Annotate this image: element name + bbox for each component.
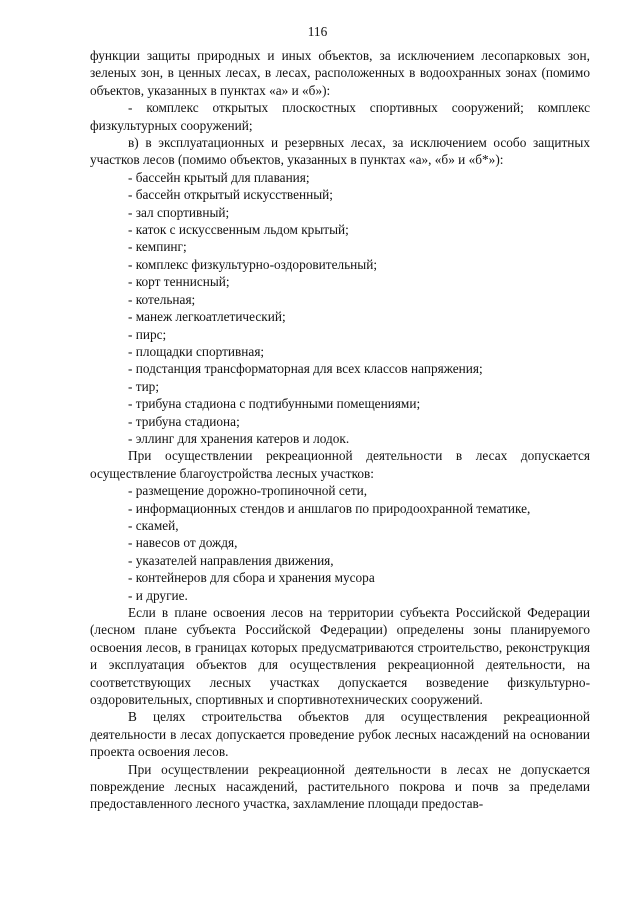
page-number: 116 xyxy=(307,24,328,39)
document-body xyxy=(90,47,590,813)
list-item: - трибуна стадиона; xyxy=(128,413,240,429)
list-item: - зал спортивный; xyxy=(128,204,230,220)
list-item: - подстанция трансформаторная для всех классов напряжения; xyxy=(128,361,483,377)
list-item: - тир; xyxy=(128,378,160,394)
list-item: - котельная; xyxy=(128,291,196,307)
list-item: - эллинг для хранения катеров и лодок. xyxy=(128,430,350,446)
list-item: - корт теннисный; xyxy=(128,274,230,290)
paragraph: в) в эксплуатационных и резервных лесах, за исключением особо защитных участков лесов (помимо объектов, указанных в пунктах «а», «б» и «б*»): xyxy=(90,135,590,168)
paragraph: При осуществлении рекреационной деятельности в лесах допускается осуществление благоустройства лесных участков: xyxy=(90,448,590,481)
list-item: - манеж легкоатлетический; xyxy=(128,309,286,325)
list-item: - пирс; xyxy=(128,326,167,342)
list-item: - бассейн открытый искусственный; xyxy=(128,187,333,203)
list-item: - контейнеров для сбора и хранения мусора xyxy=(128,570,375,586)
list-item: - площадки спортивная; xyxy=(128,343,265,359)
list-item: - и другие. xyxy=(128,587,188,603)
paragraph: При осуществлении рекреационной деятельности в лесах не допускается повреждение лесных насаждений, растительного покрова и почв за пределами предоставленного лесного участка, захламление площади предостав- xyxy=(90,761,590,812)
list-item: - кемпинг; xyxy=(128,239,187,255)
list-item: - бассейн крытый для плавания; xyxy=(128,169,310,185)
list-item: - информационных стендов и аншлагов по природоохранной тематике, xyxy=(128,500,531,516)
paragraph: - комплекс открытых плоскостных спортивных сооружений; комплекс физкультурных сооружений; xyxy=(90,100,590,133)
list-item: - трибуна стадиона с подтибунными помещениями; xyxy=(128,396,421,412)
list-item: - каток с искуссвенным льдом крытый; xyxy=(128,222,349,238)
list-item: - размещение дорожно-тропиночной сети, xyxy=(128,483,368,499)
paragraph: функции защиты природных и иных объектов, за исключением лесопарковых зон, зеленых зон, в ценных лесах, в лесах, расположенных в водоохранных зонах (помимо объектов, указанных в пунктах «а» и «б»): xyxy=(90,48,590,98)
list-item: - скамей, xyxy=(128,517,179,533)
paragraph: Если в плане освоения лесов на территории субъекта Российской Федерации (лесном плане субъекта Российской Федерации) определены зоны планируемого освоения лесов, в границах которых предусматриваются строительство, реконструкция и эксплуатация объектов для осуществления рекреационной деятельности, на соответствующих лесных участках допускается возведение физкультурно-оздоровительных, спортивных и спортивнотехнических сооружений. xyxy=(90,605,590,708)
list-item: - комплекс физкультурно-оздоровительный; xyxy=(128,256,378,272)
paragraph: В целях строительства объектов для осуществления рекреационной деятельности в лесах допускается проведение рубок лесных насаждений на основании проекта освоения лесов. xyxy=(90,709,590,760)
list-item: - указателей направления движения, xyxy=(128,552,334,568)
list-item: - навесов от дождя, xyxy=(128,535,238,551)
